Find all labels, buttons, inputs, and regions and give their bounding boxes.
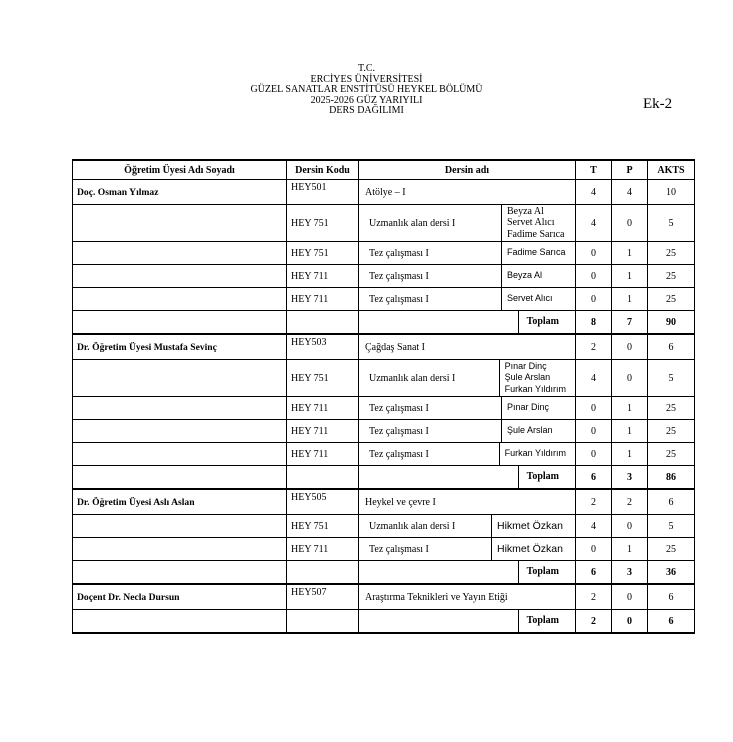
course-code: HEY 711 xyxy=(287,265,359,288)
course-name-cell xyxy=(359,420,576,443)
course-name: Tez çalışması I xyxy=(363,242,502,264)
value-t: 2 xyxy=(576,489,612,515)
code-cell-empty xyxy=(287,610,359,634)
column-header-code: Dersin Kodu xyxy=(287,160,359,180)
total-label: Toplam xyxy=(518,561,571,583)
table-row xyxy=(73,288,695,311)
value-akts: 5 xyxy=(648,205,695,242)
student-name: Fadime Sarıca xyxy=(507,228,565,240)
value-t: 0 xyxy=(576,397,612,420)
table-row xyxy=(73,584,695,610)
header-line-institute: GÜZEL SANATLAR ENSTİTÜSÜ HEYKEL BÖLÜMÜ xyxy=(250,84,483,96)
table-row xyxy=(73,489,695,515)
course-name: Tez çalışması I xyxy=(363,538,492,560)
instructor-cell-empty xyxy=(73,561,287,585)
total-akts: 36 xyxy=(648,561,695,585)
course-code: HEY 711 xyxy=(287,397,359,420)
column-header-akts: AKTS xyxy=(648,160,695,180)
total-label: Toplam xyxy=(518,311,571,333)
student-name: Pınar Dinç xyxy=(507,402,550,413)
course-name: Tez çalışması I xyxy=(363,288,502,310)
student-name: Beyza Al xyxy=(507,270,543,281)
student-name: Fadime Sarıca xyxy=(507,247,566,258)
value-p: 1 xyxy=(612,538,648,561)
course-split xyxy=(363,443,571,465)
student-name: Furkan Yıldırım xyxy=(504,383,566,394)
student-name: Hikmet Özkan xyxy=(497,520,563,532)
instructor-cell-empty xyxy=(73,538,287,561)
course-split xyxy=(363,538,571,560)
course-split xyxy=(363,242,571,264)
value-t: 0 xyxy=(576,288,612,311)
code-cell-empty xyxy=(287,466,359,490)
instructor-cell-empty xyxy=(73,205,287,242)
table-row xyxy=(73,180,695,205)
value-akts: 10 xyxy=(648,180,695,205)
total-akts: 6 xyxy=(648,610,695,634)
total-p: 3 xyxy=(612,466,648,490)
table-row xyxy=(73,443,695,466)
column-header-course: Dersin adı xyxy=(359,160,576,180)
instructor-name: Doçent Dr. Necla Dursun xyxy=(73,584,287,610)
course-code: HEY 711 xyxy=(287,420,359,443)
course-code: HEY 751 xyxy=(287,515,359,538)
course-code: HEY 751 xyxy=(287,205,359,242)
total-t: 2 xyxy=(576,610,612,634)
header-line-title: DERS DAĞILIMI xyxy=(329,105,404,117)
value-p: 1 xyxy=(612,443,648,466)
total-row xyxy=(73,561,695,585)
course-split xyxy=(363,420,571,442)
value-akts: 6 xyxy=(648,334,695,360)
value-t: 4 xyxy=(576,515,612,538)
course-name-cell xyxy=(359,205,576,242)
course-split xyxy=(363,397,571,419)
student-list xyxy=(502,420,558,442)
value-t: 0 xyxy=(576,538,612,561)
course-name-cell xyxy=(359,334,576,360)
instructor-cell-empty xyxy=(73,420,287,443)
course-split xyxy=(363,288,571,310)
total-t: 6 xyxy=(576,466,612,490)
value-akts: 25 xyxy=(648,242,695,265)
value-p: 0 xyxy=(612,515,648,538)
column-header-p: P xyxy=(612,160,648,180)
total-label: Toplam xyxy=(518,610,571,632)
course-name: Tez çalışması I xyxy=(363,420,502,442)
value-akts: 5 xyxy=(648,360,695,397)
table-row xyxy=(73,397,695,420)
student-name: Şule Arslan xyxy=(504,372,551,383)
value-t: 0 xyxy=(576,420,612,443)
table-row xyxy=(73,360,695,397)
total-row xyxy=(73,311,695,335)
value-p: 1 xyxy=(612,265,648,288)
student-name: Servet Alıcı xyxy=(507,293,553,304)
header-line-semester: 2025-2026 GÜZ YARIYILI xyxy=(310,94,423,106)
total-akts: 90 xyxy=(648,311,695,335)
table-body xyxy=(73,180,695,634)
value-t: 4 xyxy=(576,360,612,397)
value-p: 1 xyxy=(612,242,648,265)
course-code: HEY501 xyxy=(287,180,359,205)
value-p: 0 xyxy=(612,334,648,360)
total-akts: 86 xyxy=(648,466,695,490)
value-t: 0 xyxy=(576,443,612,466)
course-name: Uzmanlık alan dersi I xyxy=(363,360,500,396)
course-code: HEY 751 xyxy=(287,360,359,397)
student-list xyxy=(502,265,547,287)
course-name-cell xyxy=(359,515,576,538)
total-label-cell xyxy=(359,311,576,335)
column-header-t: T xyxy=(576,160,612,180)
course-split xyxy=(363,515,571,537)
table-row xyxy=(73,515,695,538)
student-name: Şule Arslan xyxy=(507,425,553,436)
value-akts: 25 xyxy=(648,538,695,561)
instructor-cell-empty xyxy=(73,466,287,490)
course-name-cell xyxy=(359,584,576,610)
total-label-cell xyxy=(359,561,576,585)
table-row xyxy=(73,205,695,242)
instructor-name: Dr. Öğretim Üyesi Aslı Aslan xyxy=(73,489,287,515)
header-line-tc: T.C. xyxy=(357,63,376,74)
total-label-cell xyxy=(359,466,576,490)
student-name: Hikmet Özkan xyxy=(497,543,563,555)
total-label: Toplam xyxy=(518,466,571,488)
course-name-cell xyxy=(359,288,576,311)
course-name: Uzmanlık alan dersi I xyxy=(363,515,492,537)
header-line-university: ERCİYES ÜNİVERSİTESİ xyxy=(310,73,423,85)
course-name: Atölye – I xyxy=(365,186,406,198)
course-code: HEY505 xyxy=(287,489,359,515)
student-name: Pınar Dinç xyxy=(504,360,547,371)
table-header-row xyxy=(73,160,695,180)
course-distribution-table xyxy=(72,159,695,634)
course-code: HEY503 xyxy=(287,334,359,360)
total-t: 6 xyxy=(576,561,612,585)
course-split xyxy=(363,360,571,396)
value-t: 0 xyxy=(576,265,612,288)
table-row xyxy=(73,420,695,443)
value-akts: 6 xyxy=(648,489,695,515)
appendix-label: Ek-2 xyxy=(643,96,673,112)
instructor-cell-empty xyxy=(73,397,287,420)
table-row xyxy=(73,334,695,360)
total-label-cell xyxy=(359,610,576,634)
instructor-cell-empty xyxy=(73,443,287,466)
value-t: 0 xyxy=(576,242,612,265)
student-name: Beyza Al xyxy=(507,205,544,217)
total-row xyxy=(73,610,695,634)
code-cell-empty xyxy=(287,311,359,335)
value-akts: 25 xyxy=(648,265,695,288)
instructor-name: Doç. Osman Yılmaz xyxy=(73,180,287,205)
value-p: 1 xyxy=(612,397,648,420)
course-name: Tez çalışması I xyxy=(363,443,500,465)
course-name: Çağdaş Sanat I xyxy=(365,341,425,353)
total-p: 3 xyxy=(612,561,648,585)
course-split xyxy=(363,205,571,241)
student-list xyxy=(492,538,568,560)
course-name-cell xyxy=(359,180,576,205)
instructor-cell-empty xyxy=(73,515,287,538)
value-p: 0 xyxy=(612,360,648,397)
instructor-cell-empty xyxy=(73,242,287,265)
instructor-cell-empty xyxy=(73,610,287,634)
course-name: Uzmanlık alan dersi I xyxy=(363,205,502,241)
instructor-cell-empty xyxy=(73,311,287,335)
course-code: HEY507 xyxy=(287,584,359,610)
value-akts: 6 xyxy=(648,584,695,610)
table-row xyxy=(73,265,695,288)
student-list xyxy=(500,443,571,465)
value-p: 1 xyxy=(612,420,648,443)
value-p: 1 xyxy=(612,288,648,311)
instructor-cell-empty xyxy=(73,360,287,397)
value-akts: 25 xyxy=(648,443,695,466)
table-row xyxy=(73,538,695,561)
course-name-cell xyxy=(359,397,576,420)
student-list xyxy=(502,288,558,310)
student-name: Servet Alıcı xyxy=(507,217,555,229)
course-name-cell xyxy=(359,443,576,466)
code-cell-empty xyxy=(287,561,359,585)
course-name-cell xyxy=(359,242,576,265)
course-name: Tez çalışması I xyxy=(363,265,502,287)
student-list xyxy=(492,515,568,537)
value-p: 0 xyxy=(612,584,648,610)
instructor-name: Dr. Öğretim Üyesi Mustafa Sevinç xyxy=(73,334,287,360)
table-row xyxy=(73,242,695,265)
column-header-instructor: Öğretim Üyesi Adı Soyadı xyxy=(73,160,287,180)
document-header xyxy=(0,64,733,117)
student-name: Furkan Yıldırım xyxy=(504,448,566,459)
course-code: HEY 711 xyxy=(287,443,359,466)
student-list xyxy=(502,205,569,241)
value-akts: 25 xyxy=(648,288,695,311)
course-name-cell xyxy=(359,265,576,288)
value-t: 2 xyxy=(576,334,612,360)
course-name-cell xyxy=(359,538,576,561)
course-code: HEY 711 xyxy=(287,538,359,561)
student-list xyxy=(502,397,554,419)
course-name-cell xyxy=(359,360,576,397)
course-name: Tez çalışması I xyxy=(363,397,502,419)
instructor-cell-empty xyxy=(73,265,287,288)
course-name: Heykel ve çevre I xyxy=(365,496,436,508)
course-split xyxy=(363,265,571,287)
value-p: 4 xyxy=(612,180,648,205)
value-t: 2 xyxy=(576,584,612,610)
value-akts: 25 xyxy=(648,420,695,443)
value-p: 2 xyxy=(612,489,648,515)
value-akts: 25 xyxy=(648,397,695,420)
total-row xyxy=(73,466,695,490)
value-t: 4 xyxy=(576,180,612,205)
student-list xyxy=(500,360,571,396)
value-p: 0 xyxy=(612,205,648,242)
value-t: 4 xyxy=(576,205,612,242)
total-p: 0 xyxy=(612,610,648,634)
course-code: HEY 751 xyxy=(287,242,359,265)
total-t: 8 xyxy=(576,311,612,335)
course-code: HEY 711 xyxy=(287,288,359,311)
course-name-cell xyxy=(359,489,576,515)
student-list xyxy=(502,242,571,264)
course-name: Araştırma Teknikleri ve Yayın Etiği xyxy=(365,591,508,603)
total-p: 7 xyxy=(612,311,648,335)
value-akts: 5 xyxy=(648,515,695,538)
instructor-cell-empty xyxy=(73,288,287,311)
